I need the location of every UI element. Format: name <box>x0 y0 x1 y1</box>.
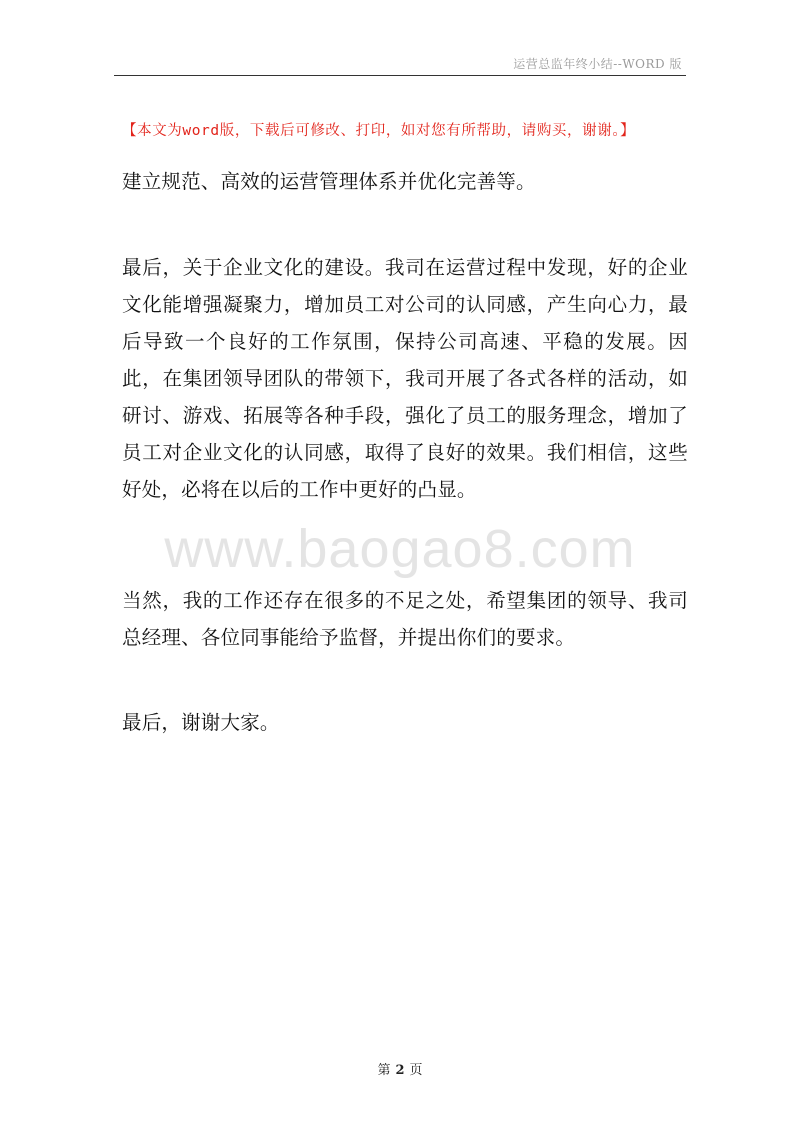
footer-suffix: 页 <box>409 1063 423 1078</box>
paragraph-3: 当然，我的工作还存在很多的不足之处，希望集团的领导、我司总经理、各位同事能给予监督，并提出你们的要求。 <box>122 589 688 649</box>
header-divider <box>114 75 686 76</box>
paragraph-1: 建立规范、高效的运营管理体系并优化完善等。 <box>122 170 536 193</box>
page-footer <box>0 1059 800 1078</box>
watermark: www.baogao8.com <box>164 519 636 579</box>
footer-prefix: 第 <box>377 1063 391 1078</box>
paragraph-4: 最后，谢谢大家。 <box>122 711 280 734</box>
page-number: 2 <box>395 1063 405 1078</box>
paragraph-2: 最后，关于企业文化的建设。我司在运营过程中发现，好的企业文化能增强凝聚力，增加员工对公司的认同感，产生向心力，最后导致一个良好的工作氛围，保持公司高速、平稳的发展。因此，在集团领导团队的带领下，我司开展了各式各样的活动，如研讨、游戏、拓展等各种手段，强化了员工的服务理念，增加了员工对企业文化的认同感，取得了良好的效果。我们相信，这些好处，必将在以后的工作中更好的凸显。 <box>122 256 688 501</box>
purchase-notice: 【本文为word版，下载后可修改、打印，如对您有所帮助，请购买，谢谢。】 <box>122 123 636 139</box>
page-header-title: 运营总监年终小结--WORD 版 <box>513 57 682 71</box>
